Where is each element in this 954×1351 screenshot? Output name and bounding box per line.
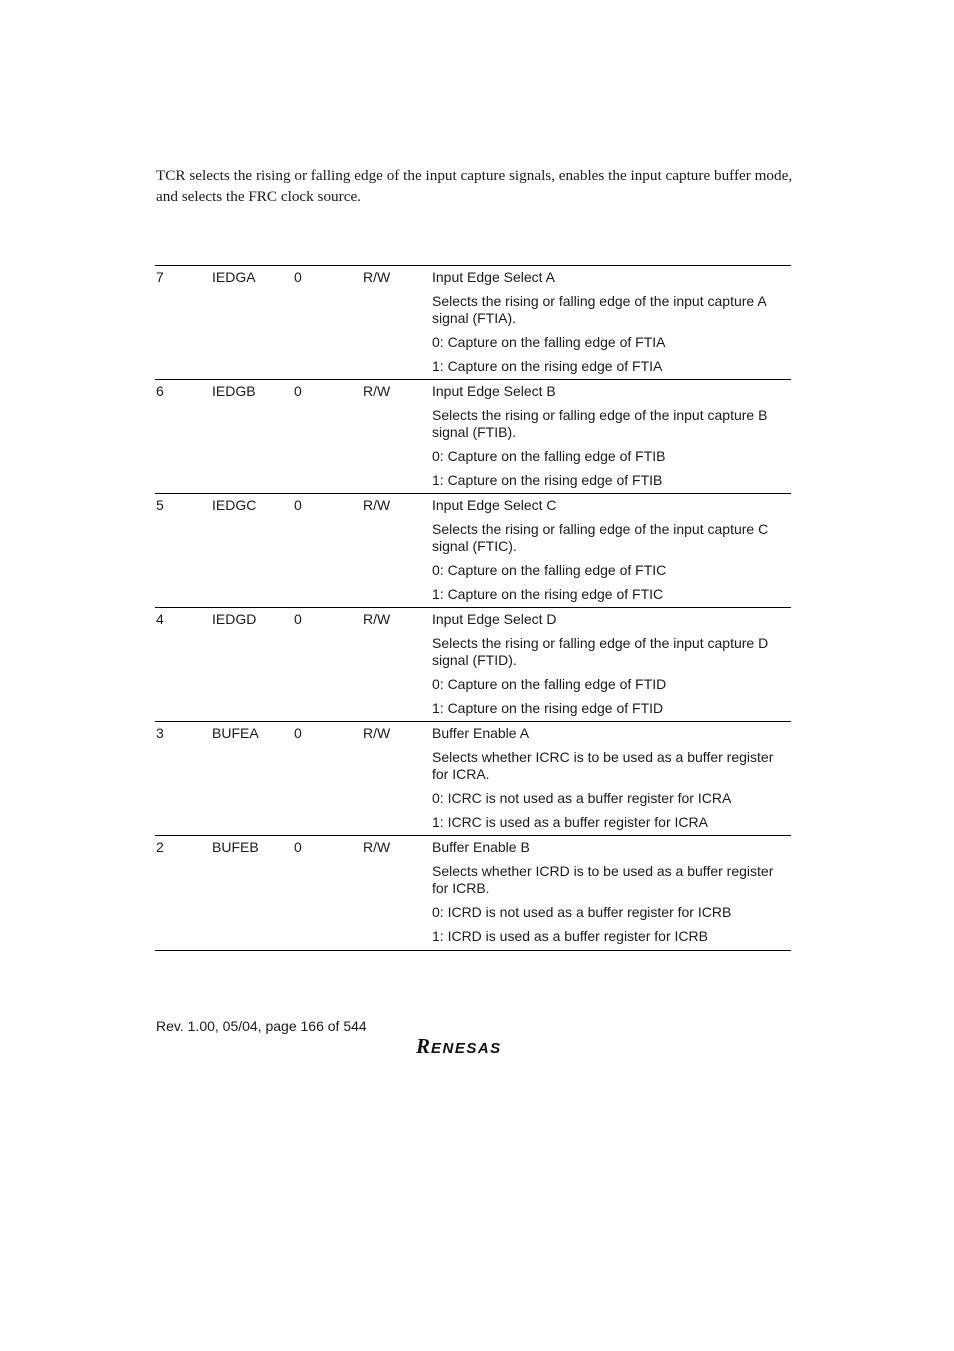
description-option-1: 1: Capture on the rising edge of FTIB (432, 472, 663, 488)
description (432, 839, 790, 952)
initial-value: 0 (294, 839, 302, 855)
description-title: Input Edge Select B (432, 383, 556, 399)
description-body: Selects the rising or falling edge of the input capture A signal (FTIA). (432, 293, 766, 326)
description (432, 383, 790, 496)
svg-text:R: R (416, 1035, 431, 1057)
bit-name: IEDGD (212, 611, 257, 627)
description-option-0: 0: Capture on the falling edge of FTID (432, 676, 667, 692)
table-row (155, 380, 791, 494)
bit-number: 6 (156, 383, 164, 399)
page-footer: Rev. 1.00, 05/04, page 166 of 544 (156, 1018, 367, 1034)
description-title: Input Edge Select A (432, 269, 555, 285)
table-row (155, 836, 791, 950)
description-body: Selects the rising or falling edge of the input capture D signal (FTID). (432, 635, 769, 668)
bit-name: IEDGC (212, 497, 257, 513)
description-option-0: 0: ICRC is not used as a buffer register for ICRA (432, 790, 732, 806)
svg-text:ENESAS: ENESAS (431, 1040, 502, 1057)
description (432, 611, 790, 724)
bit-name: IEDGA (212, 269, 256, 285)
bit-number: 5 (156, 497, 164, 513)
intro-paragraph: TCR selects the rising or falling edge of the input capture signals, enables the input capture buffer mode, and selects the FRC clock source. (156, 167, 793, 205)
bit-number: 7 (156, 269, 164, 285)
register-bit-table (155, 265, 791, 951)
description-title: Input Edge Select D (432, 611, 557, 627)
bit-number: 4 (156, 611, 164, 627)
initial-value: 0 (294, 725, 302, 741)
read-write: R/W (363, 725, 391, 741)
description-option-1: 1: ICRD is used as a buffer register for ICRB (432, 928, 708, 944)
description-option-1: 1: Capture on the rising edge of FTIA (432, 358, 663, 374)
description-title: Buffer Enable B (432, 839, 530, 855)
initial-value: 0 (294, 383, 302, 399)
description-title: Buffer Enable A (432, 725, 530, 741)
description-body: Selects whether ICRC is to be used as a buffer register for ICRA. (432, 749, 774, 782)
description-body: Selects the rising or falling edge of the input capture C signal (FTIC). (432, 521, 769, 554)
read-write: R/W (363, 611, 391, 627)
table-row (155, 266, 791, 380)
description-body: Selects whether ICRD is to be used as a buffer register for ICRB. (432, 863, 774, 896)
table-row (155, 722, 791, 836)
description-title: Input Edge Select C (432, 497, 557, 513)
bit-number: 2 (156, 839, 164, 855)
description-option-1: 1: Capture on the rising edge of FTIC (432, 586, 664, 602)
bit-name: BUFEB (212, 839, 259, 855)
description-option-0: 0: Capture on the falling edge of FTIA (432, 334, 666, 350)
read-write: R/W (363, 269, 391, 285)
initial-value: 0 (294, 497, 302, 513)
bit-name: IEDGB (212, 383, 256, 399)
description (432, 497, 790, 610)
bit-name: BUFEA (212, 725, 259, 741)
description-option-0: 0: ICRD is not used as a buffer register for ICRB (432, 904, 732, 920)
description-option-0: 0: Capture on the falling edge of FTIB (432, 448, 666, 464)
description-option-1: 1: ICRC is used as a buffer register for ICRA (432, 814, 708, 830)
read-write: R/W (363, 383, 391, 399)
description (432, 725, 790, 838)
renesas-logo (414, 1035, 534, 1057)
read-write: R/W (363, 497, 391, 513)
description (432, 269, 790, 382)
description-body: Selects the rising or falling edge of the input capture B signal (FTIB). (432, 407, 768, 440)
table-row (155, 608, 791, 722)
description-option-1: 1: Capture on the rising edge of FTID (432, 700, 664, 716)
bit-number: 3 (156, 725, 164, 741)
initial-value: 0 (294, 611, 302, 627)
description-option-0: 0: Capture on the falling edge of FTIC (432, 562, 667, 578)
initial-value: 0 (294, 269, 302, 285)
read-write: R/W (363, 839, 391, 855)
table-row (155, 494, 791, 608)
